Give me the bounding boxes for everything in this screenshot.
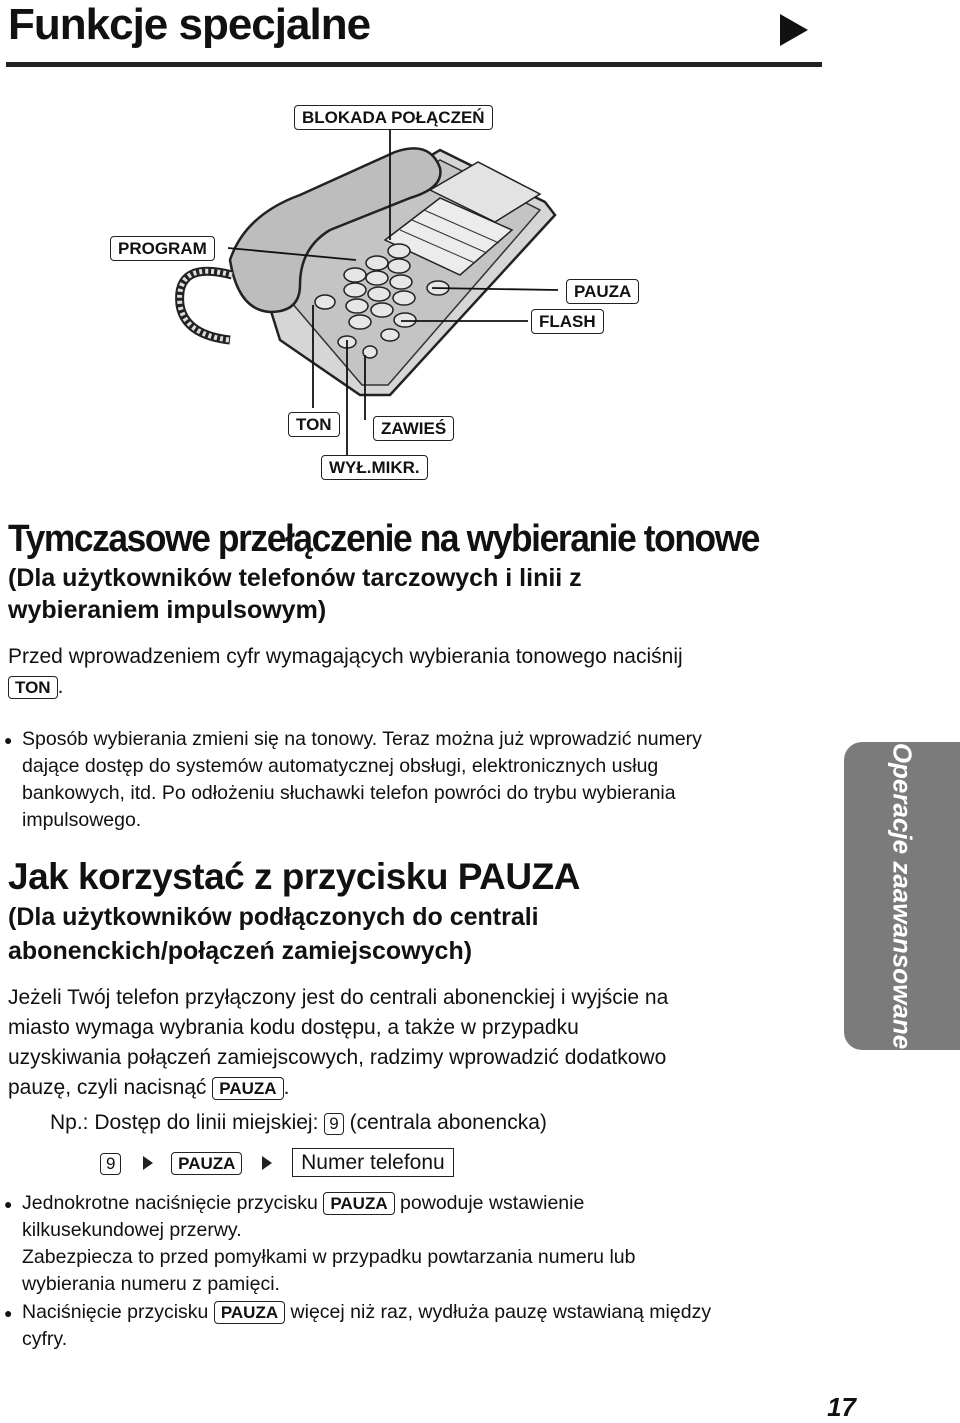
arrow-right-icon [262, 1156, 272, 1170]
blokada-label: BLOKADA POŁĄCZEŃ [294, 105, 493, 130]
page-number: 17 [827, 1392, 856, 1422]
bullet1-line-2: kilkusekundowej przerwy. [22, 1219, 242, 1241]
phone-number-box: Numer telefonu [292, 1148, 454, 1177]
flow-key-pauza: PAUZA [171, 1152, 242, 1175]
phone-diagram [0, 90, 960, 490]
key-9: 9 [324, 1113, 343, 1135]
bullet1-line-3: Zabezpiecza to przed pomyłkami w przypadku powtarzania numeru lub [22, 1246, 636, 1268]
bullet1-post: powoduje wstawienie [400, 1192, 585, 1214]
bullet1-pre: Jednokrotne naciśnięcie przycisku [22, 1192, 318, 1214]
section1-intro [8, 642, 683, 672]
section1-bullet [22, 726, 812, 834]
side-tab-label: Operacje zaawansowane [887, 742, 918, 1050]
section2-bullet-2 [22, 1299, 822, 1353]
zawies-label: ZAWIEŚ [373, 416, 454, 441]
section1-bullet-line-1: ● Sposób wybierania zmieni się na tonowy. Teraz można już wprowadzić numery [22, 726, 812, 753]
section1-subtitle-1: (Dla użytkowników telefonów tarczowych i linii z [8, 564, 582, 592]
section2-para-line-1: Jeżeli Twój telefon przyłączony jest do centrali abonenckiej i wyjście na [8, 986, 669, 1009]
para-end: . [283, 1076, 290, 1099]
bullet1-line-1 [22, 1190, 822, 1217]
section1-bullet-line-3: bankowych, itd. Po odłożeniu słuchawki telefon powróci do trybu wybierania [22, 782, 676, 804]
bullet2-pauza-key: PAUZA [214, 1301, 285, 1324]
example-line [50, 1108, 547, 1138]
dial-flow [100, 1148, 454, 1178]
section1-title: Tymczasowe przełączenie na wybieranie tonowe [8, 518, 760, 560]
ton-key: TON [8, 676, 58, 699]
bullet2-post: więcej niż raz, wydłuża pauzę wstawianą między [290, 1301, 712, 1323]
section1-bullet-line-2: dające dostęp do systemów automatycznej obsługi, elektronicznych usług [22, 755, 659, 777]
section2-bullet-1 [22, 1190, 822, 1298]
side-tab [844, 742, 960, 1050]
next-page-arrow-icon [780, 14, 808, 51]
pauza-key: PAUZA [212, 1077, 283, 1100]
section2-para-line-3: uzyskiwania połączeń zamiejscowych, radzimy wprowadzić dodatkowo [8, 1046, 667, 1069]
section1-intro-key-line [8, 672, 63, 702]
section1-bullet-line-4: impulsowego. [22, 809, 142, 831]
flash-label: FLASH [531, 309, 604, 334]
bullet1-pauza-key: PAUZA [323, 1192, 394, 1215]
section2-paragraph [8, 983, 818, 1103]
para-line-4-text: pauzę, czyli nacisnąć [8, 1076, 207, 1099]
section1-intro-text: Przed wprowadzeniem cyfr wymagających wybierania tonowego naciśnij [8, 645, 683, 668]
arrow-right-icon [143, 1156, 153, 1170]
section2-para-line-4 [8, 1073, 818, 1103]
section2-para-line-2: miasto wymaga wybrania kodu dostępu, a także w przypadku [8, 1016, 579, 1039]
section2-subtitle-1: (Dla użytkowników podłączonych do centrali [8, 903, 539, 931]
flow-key-9: 9 [100, 1153, 121, 1175]
page-title: Funkcje specjalne [8, 0, 371, 49]
example-suffix: (centrala abonencka) [349, 1111, 547, 1134]
bullet2-line-1 [22, 1299, 822, 1326]
example-prefix: Np.: Dostęp do linii miejskiej: [50, 1111, 319, 1134]
intro-end: . [57, 675, 64, 698]
pauza-label: PAUZA [566, 279, 639, 304]
section2-subtitle-2: abonenckich/połączeń zamiejscowych) [8, 937, 473, 965]
section2-title: Jak korzystać z przycisku PAUZA [8, 856, 580, 897]
bullet1-line-4: wybierania numeru z pamięci. [22, 1273, 280, 1295]
header-rule [6, 62, 822, 67]
section1-subtitle-2: wybieraniem impulsowym) [8, 596, 327, 624]
bullet2-line-2: cyfry. [22, 1328, 68, 1350]
program-label: PROGRAM [110, 236, 215, 261]
bullet2-pre: Naciśnięcie przycisku [22, 1301, 209, 1323]
ton-label: TON [288, 412, 340, 437]
wyl-mikr-label: WYŁ.MIKR. [321, 455, 428, 480]
phone-illustration [0, 90, 960, 490]
